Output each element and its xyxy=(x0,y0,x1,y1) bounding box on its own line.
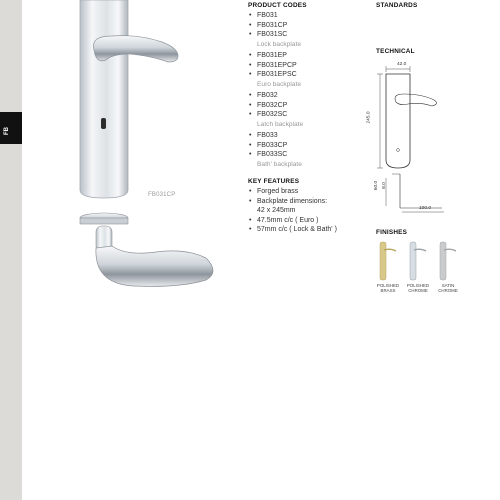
keyhole xyxy=(101,118,106,129)
code-group-latch xyxy=(249,91,303,129)
finish-swatch-polished-brass xyxy=(380,242,386,280)
product-code: • FB033SC xyxy=(249,150,302,160)
product-code: • FB032CP xyxy=(249,101,303,111)
finish-label-satin-chrome xyxy=(434,283,462,294)
product-code: • FB033CP xyxy=(249,141,302,151)
feature-item: • Forged brass xyxy=(249,187,337,197)
finish-label-line: CHROME xyxy=(438,288,458,294)
finish-swatches xyxy=(376,240,466,282)
section-tab-label: FB xyxy=(4,127,10,135)
feature-item: • 47.5mm c/c ( Euro ) xyxy=(249,216,337,226)
code-group-note: Lock backplate xyxy=(257,40,301,48)
dim-width: 42.0 xyxy=(397,62,407,67)
code-group-bath xyxy=(249,131,302,169)
product-code: • FB031EP xyxy=(249,51,301,61)
finish-swatch-polished-chrome xyxy=(410,242,416,280)
finish-label-line: POLISHED xyxy=(376,283,400,288)
product-code: • FB031EPSC xyxy=(249,70,301,80)
product-code: • FB033 xyxy=(249,131,302,141)
rose-base xyxy=(80,218,128,224)
dim-projection: 60.0 xyxy=(374,180,380,191)
code-group-note: Euro backplate xyxy=(257,80,301,88)
feature-item: • Backplate dimensions: xyxy=(249,197,337,207)
dim-height: 245.0 xyxy=(366,111,372,124)
code-group-note: Bath' backplate xyxy=(257,160,302,168)
technical-drawing xyxy=(370,58,460,218)
key-features-list xyxy=(249,187,337,235)
section-tab xyxy=(0,112,22,144)
finish-swatch-satin-chrome xyxy=(440,242,446,280)
feature-item: • 57mm c/c ( Lock & Bath' ) xyxy=(249,225,337,235)
finish-label-line: BRASS xyxy=(380,288,396,294)
finish-label-line: POLISHED xyxy=(406,283,430,288)
code-group-euro xyxy=(249,51,301,89)
key-features-heading: KEY FEATURES xyxy=(248,178,300,185)
standards-heading: STANDARDS xyxy=(376,2,418,9)
product-code: • FB031EPCP xyxy=(249,61,301,71)
product-image xyxy=(60,0,230,300)
section-side-strip xyxy=(0,0,22,500)
tech-plate-outline xyxy=(386,74,410,168)
dim-length: 100.0 xyxy=(419,206,432,211)
backplate-shape xyxy=(80,0,128,198)
finish-label-line: CHROME xyxy=(408,288,428,294)
technical-heading: TECHNICAL xyxy=(376,48,415,55)
finish-label-line: SATIN xyxy=(441,283,455,288)
code-group-note: Latch backplate xyxy=(257,120,304,128)
finishes-heading: FINISHES xyxy=(376,229,408,236)
feature-dimension: 42 x 245mm xyxy=(257,207,296,215)
finish-label-polished-brass xyxy=(374,283,402,294)
product-code: • FB031 xyxy=(249,11,301,21)
product-code: • FB031CP xyxy=(249,21,301,31)
product-code: • FB031SC xyxy=(249,30,301,40)
product-code: • FB032 xyxy=(249,91,303,101)
tech-lever-outline xyxy=(395,94,437,106)
lever-front xyxy=(93,36,178,62)
product-codes-heading: PRODUCT CODES xyxy=(248,2,307,9)
code-group-lock xyxy=(249,11,301,49)
figure-label: FB031CP xyxy=(148,192,176,198)
finish-label-polished-chrome xyxy=(404,283,432,294)
dim-rose: 8.0 xyxy=(381,182,387,189)
product-code: • FB032SC xyxy=(249,110,303,120)
lever-side xyxy=(96,246,213,286)
